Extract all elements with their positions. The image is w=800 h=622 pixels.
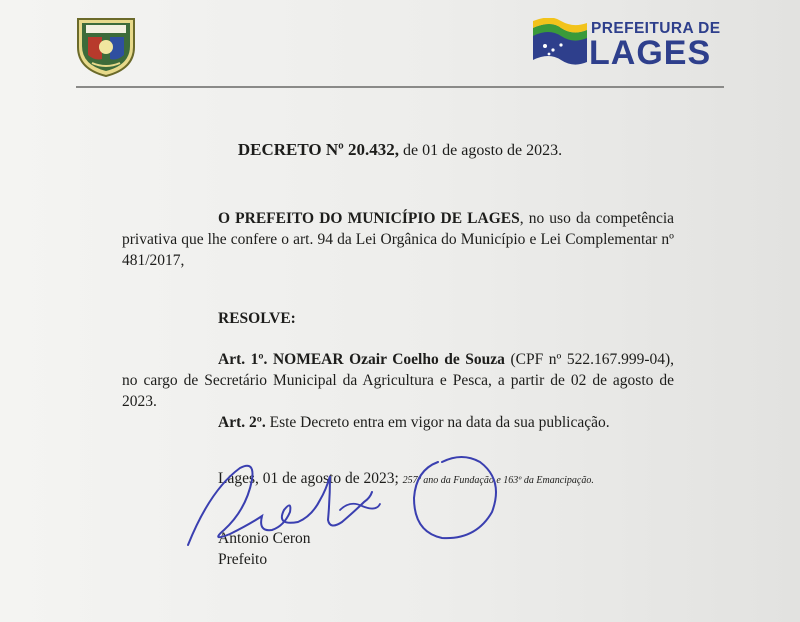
article-1-label: Art. 1º. <box>218 351 268 368</box>
article-1-nomination: NOMEAR Ozair Coelho de Souza <box>272 351 505 368</box>
article-1 <box>122 349 674 412</box>
foundation-years: 257º ano da Fundação e 163º da Emancipação. <box>402 475 594 486</box>
intro-paragraph <box>122 208 674 271</box>
date-place: Lages, 01 de agosto de 2023; <box>218 470 399 487</box>
decree-number: DECRETO Nº 20.432, <box>237 140 400 159</box>
flag-icon <box>531 18 589 68</box>
coat-of-arms-icon <box>72 13 140 79</box>
signer-name: Antonio Ceron <box>218 530 311 547</box>
intro-text: , no uso da competência privativa que lhe confere o art. 94 da Lei Orgânica do Município e Lei Complementar nº 481/2017, <box>122 210 675 269</box>
intro-subject: O PREFEITO DO MUNICÍPIO DE LAGES <box>218 210 520 227</box>
prefeitura-logo <box>531 18 731 74</box>
logo-main-text: LAGES <box>589 34 712 72</box>
article-2 <box>218 412 610 433</box>
resolve-heading: RESOLVE: <box>218 310 296 327</box>
handwritten-signature <box>180 450 530 560</box>
article-2-label: Art. 2º. <box>218 414 266 431</box>
article-2-text: Este Decreto entra em vigor na data da sua publicação. <box>269 414 610 431</box>
logo-top-text: PREFEITURA DE <box>591 20 721 37</box>
decree-title <box>0 140 800 160</box>
decree-date: de 01 de agosto de 2023. <box>403 142 563 159</box>
article-1-text: (CPF nº 522.167.999-04), no cargo de Secretário Municipal da Agricultura e Pesca, a partir de 02 de agosto de 2023. <box>122 351 675 410</box>
signer-role: Prefeito <box>218 551 268 568</box>
header-divider <box>76 86 724 88</box>
